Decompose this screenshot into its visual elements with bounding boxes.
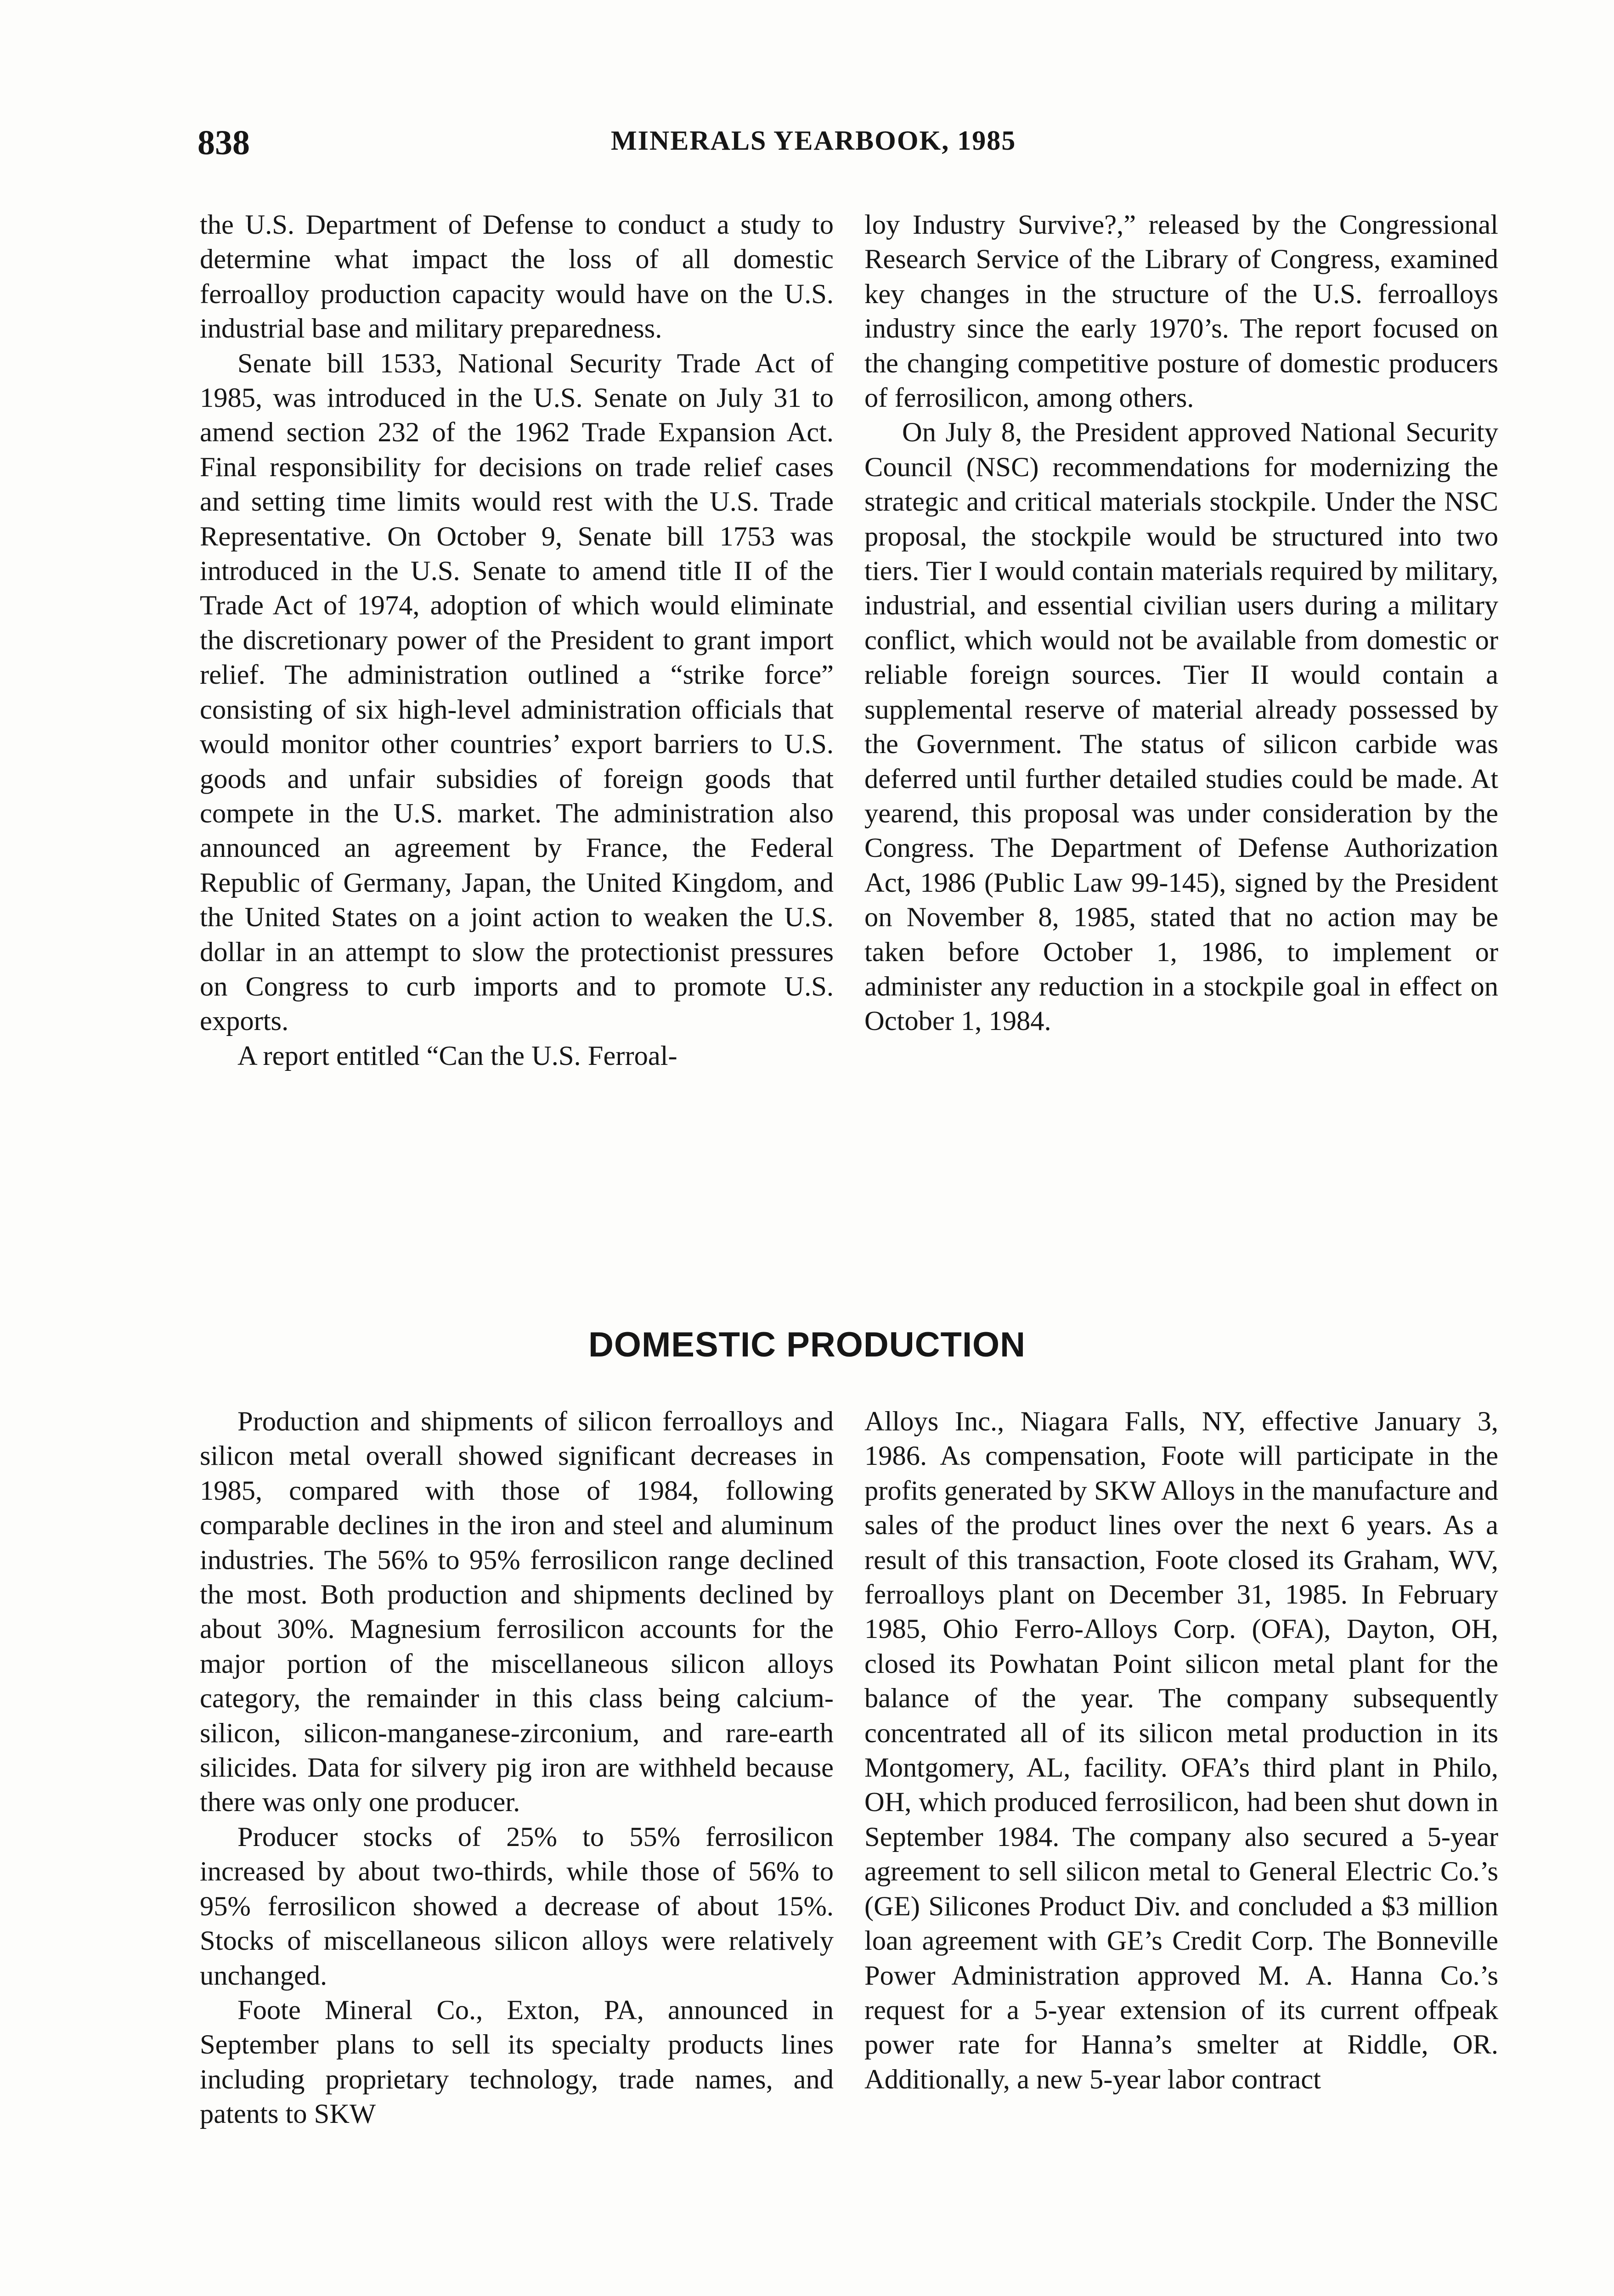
paragraph: A report entitled “Can the U.S. Ferroal- [237,1040,677,1071]
page-number: 838 [198,124,250,162]
paragraph: Production and shipments of silicon ferroalloys and silicon metal overall showed significant decreases in 1985, compared with those of 1984, following comparable declines in the iron and steel and aluminum industries. The 56% to 95% ferrosilicon range declined the most. Both production and shipments declined by about 30%. Magnesium ferrosilicon accounts for the major portion of the miscellaneous silicon alloys category, the remainder in this class being calcium-silicon, silicon-manganese-zirconium, and rare-earth silicides. Data for silvery pig iron are withheld because there was only one producer. [200,1406,834,1818]
paragraph: the U.S. Department of Defense to conduct a study to determine what impact the loss of all domestic ferroalloy production capacity would have on the U.S. industrial base and military preparedness. [200,209,834,344]
top-left-column [200,208,834,1073]
top-right-column [864,208,1498,1039]
paragraph: loy Industry Survive?,” released by the Congressional Research Service of the Library of Congress, examined key changes in the structure of the U.S. ferroalloys industry since the early 1970’s. The report focused on the changing competitive posture of domestic producers of ferrosilicon, among others. [864,209,1498,414]
paragraph: Senate bill 1533, National Security Trade Act of 1985, was introduced in the U.S. Senate on July 31 to amend section 232 of the 1962 Trade Expansion Act. Final responsibility for decisions on trade relief cases and setting time limits would rest with the U.S. Trade Representative. On October 9, Senate bill 1753 was introduced in the U.S. Senate to amend title II of the Trade Act of 1974, adoption of which would eliminate the discretionary power of the President to grant import relief. The administration outlined a “strike force” consisting of six high-level administration officials that would monitor other countries’ export barriers to U.S. goods and unfair subsidies of foreign goods that compete in the U.S. market. The administration also announced an agreement by France, the Federal Republic of Germany, Japan, the United Kingdom, and the United States on a joint action to weaken the U.S. dollar in an attempt to slow the protectionist pressures on Congress to curb imports and to promote U.S. exports. [200,348,834,1037]
bottom-left-column [200,1404,834,2132]
bottom-right-column [864,1404,1498,2097]
paragraph: Producer stocks of 25% to 55% ferrosilicon increased by about two-thirds, while those of 56% to 95% ferrosilicon showed a decrease of about 15%. Stocks of miscellaneous silicon alloys were relatively unchanged. [200,1821,834,1991]
page-header [198,123,1520,174]
section-heading: DOMESTIC PRODUCTION [588,1325,1026,1364]
paragraph: On July 8, the President approved National Security Council (NSC) recommendations for modernizing the strategic and critical materials stockpile. Under the NSC proposal, the stockpile would be structured into two tiers. Tier I would contain materials required by military, industrial, and essential civilian users during a military conflict, which would not be available from domestic or reliable foreign sources. Tier II would contain a supplemental reserve of material already possessed by the Government. The status of silicon carbide was deferred until further detailed studies could be made. At yearend, this proposal was under consideration by the Congress. The Department of Defense Authorization Act, 1986 (Public Law 99-145), signed by the President on November 8, 1985, stated that no action may be taken before October 1, 1986, to implement or administer any reduction in a stockpile goal in effect on October 1, 1984. [864,417,1498,1037]
paragraph: Foote Mineral Co., Exton, PA, announced in September plans to sell its specialty products lines including proprietary technology, trade names, and patents to SKW [200,1994,834,2130]
running-title: MINERALS YEARBOOK, 1985 [611,125,1016,156]
paragraph: Alloys Inc., Niagara Falls, NY, effective January 3, 1986. As compensation, Foote will participate in the profits generated by SKW Alloys in the manufacture and sales of the product lines over the next 6 years. As a result of this transaction, Foote closed its Graham, WV, ferroalloys plant on December 31, 1985. In February 1985, Ohio Ferro-Alloys Corp. (OFA), Dayton, OH, closed its Powhatan Point silicon metal plant for the balance of the year. The company subsequently concentrated all of its silicon metal production in its Montgomery, AL, facility. OFA’s third plant in Philo, OH, which produced ferrosilicon, had been shut down in September 1984. The company also secured a 5-year agreement to sell silicon metal to General Electric Co.’s (GE) Silicones Product Div. and concluded a $3 million loan agreement with GE’s Credit Corp. The Bonneville Power Administration approved M. A. Hanna Co.’s request for a 5-year extension of its current offpeak power rate for Hanna’s smelter at Riddle, OR. Additionally, a new 5-year labor contract [864,1406,1498,2095]
